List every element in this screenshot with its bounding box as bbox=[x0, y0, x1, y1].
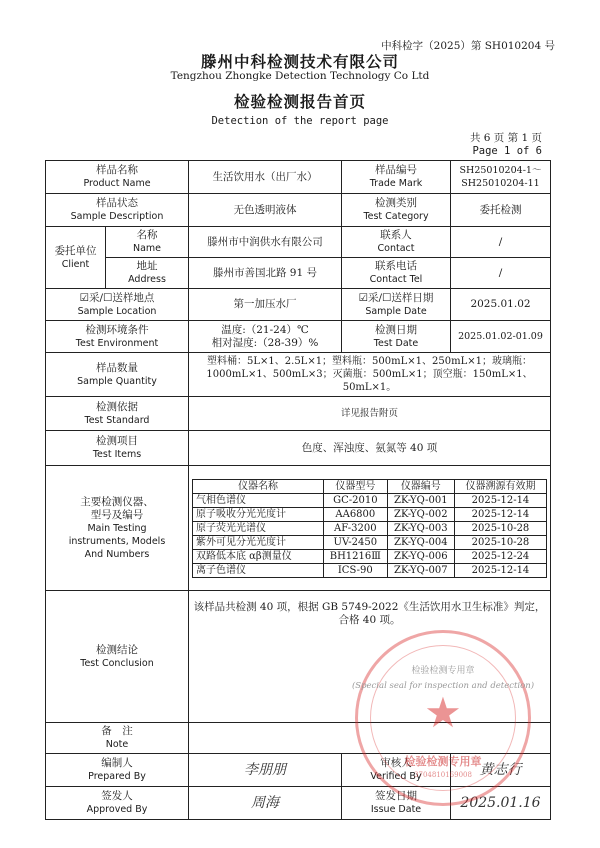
test-standard-label: 检测依据 Test Standard bbox=[46, 397, 189, 431]
seal-center-en: (Special seal for inspection and detection) bbox=[351, 681, 535, 691]
sample-qty-value: 塑料桶：5L×1、2.5L×1；塑料瓶：500mL×1、250mL×1；玻璃瓶：1000mL×1、500mL×3；灭菌瓶：500mL×1；顶空瓶：150mL×1、50mL×1。 bbox=[189, 353, 551, 397]
instrument-header-validity: 仪器溯源有效期 bbox=[454, 479, 546, 493]
contact-label: 联系人 Contact bbox=[342, 227, 451, 258]
instrument-header bbox=[193, 479, 547, 493]
verified-signature: 黄志行 bbox=[451, 754, 551, 787]
client-name-label: 名称 Name bbox=[106, 227, 189, 258]
approved-signature: 周海 bbox=[189, 787, 342, 820]
product-name-label: 样品名称 Product Name bbox=[46, 161, 189, 194]
test-category-value: 委托检测 bbox=[451, 194, 551, 227]
test-date-value: 2025.01.02-01.09 bbox=[451, 321, 551, 353]
test-category-label: 检测类别 Test Category bbox=[342, 194, 451, 227]
prepared-signature: 李朋朋 bbox=[189, 754, 342, 787]
row-product bbox=[46, 161, 551, 194]
seal-center-cn: 检验检测专用章 bbox=[411, 666, 475, 676]
company-name-cn: 滕州中科检测技术有限公司 bbox=[200, 52, 399, 71]
client-address-label: 地址 Address bbox=[106, 258, 189, 289]
client-address-value: 滕州市善国北路 91 号 bbox=[189, 258, 342, 289]
instruments-value bbox=[189, 466, 551, 591]
report-table bbox=[45, 160, 551, 820]
test-standard-value: 详见报告附页 bbox=[189, 397, 551, 431]
verified-label: 审核人 Verified By bbox=[342, 754, 451, 787]
row-conclusion bbox=[46, 591, 551, 723]
instrument-header-name: 仪器名称 bbox=[193, 479, 324, 493]
instrument-header-model: 仪器型号 bbox=[323, 479, 387, 493]
contact-tel-value: / bbox=[451, 258, 551, 289]
sample-location-label: ☑采/☐送样地点 Sample Location bbox=[46, 289, 189, 321]
prepared-label: 编制人 Prepared By bbox=[46, 754, 189, 787]
row-test-items bbox=[46, 431, 551, 466]
seal-code: 3704810169008 bbox=[414, 771, 472, 779]
row-test-standard bbox=[46, 397, 551, 431]
client-label: 委托单位 Client bbox=[46, 227, 106, 289]
approved-label: 签发人 Approved By bbox=[46, 787, 189, 820]
report-title-cn: 检验检测报告首页 bbox=[233, 92, 366, 111]
product-name-value: 生活饮用水（出厂水） bbox=[189, 161, 342, 194]
row-prepared bbox=[46, 754, 551, 787]
row-sample-desc bbox=[46, 194, 551, 227]
report-number: 中科检字（2025）第 SH010204 号 bbox=[381, 40, 555, 52]
test-env-value: 温度:（21-24）℃ 相对湿度:（28-39）% bbox=[189, 321, 342, 353]
page-count-cn: 共 6 页 第 1 页 bbox=[469, 132, 542, 144]
sample-date-value: 2025.01.02 bbox=[451, 289, 551, 321]
sample-qty-label: 样品数量 Sample Quantity bbox=[46, 353, 189, 397]
sample-no-label: 样品编号 Trade Mark bbox=[342, 161, 451, 194]
row-approved bbox=[46, 787, 551, 820]
instrument-header-number: 仪器编号 bbox=[387, 479, 454, 493]
instrument-row: 离子色谱仪 ICS-90 ZK-YQ-007 2025-12-14 bbox=[193, 563, 547, 577]
row-note bbox=[46, 723, 551, 754]
note-label: 备 注 Note bbox=[46, 723, 189, 754]
test-date-label: 检测日期 Test Date bbox=[342, 321, 451, 353]
row-instruments bbox=[46, 466, 551, 591]
conclusion-label: 检测结论 Test Conclusion bbox=[46, 591, 189, 723]
instrument-row: 原子吸收分光光度计 AA6800 ZK-YQ-002 2025-12-14 bbox=[193, 507, 547, 521]
report-title-en: Detection of the report page bbox=[211, 115, 389, 127]
page-count-en: Page 1 of 6 bbox=[472, 145, 542, 157]
seal-star-icon: ★ bbox=[424, 688, 462, 737]
row-client-name bbox=[46, 227, 551, 258]
test-items-value: 色度、浑浊度、氨氮等 40 项 bbox=[189, 431, 551, 466]
note-value bbox=[189, 723, 551, 754]
conclusion-value: 该样品共检测 40 项，根据 GB 5749-2022《生活饮用水卫生标准》判定，合格 40 项。 bbox=[189, 591, 551, 723]
issue-date-label: 签发日期 Issue Date bbox=[342, 787, 451, 820]
issue-date-value: 2025.01.16 bbox=[451, 787, 551, 820]
row-sample-location bbox=[46, 289, 551, 321]
contact-tel-label: 联系电话 Contact Tel bbox=[342, 258, 451, 289]
row-test-env bbox=[46, 321, 551, 353]
sample-desc-label: 样品状态 Sample Description bbox=[46, 194, 189, 227]
sample-no-value: SH25010204-1～ SH25010204-11 bbox=[451, 161, 551, 194]
instrument-row: 双路低本底 αβ测量仪 BH1216Ⅲ ZK-YQ-006 2025-12-24 bbox=[193, 549, 547, 563]
sample-location-value: 第一加压水厂 bbox=[189, 289, 342, 321]
instruments-label: 主要检测仪器、 型号及编号 Main Testing instruments, Models And Numbers bbox=[46, 466, 189, 591]
sample-date-label: ☑采/☐送样日期 Sample Date bbox=[342, 289, 451, 321]
client-name-value: 滕州市中润供水有限公司 bbox=[189, 227, 342, 258]
row-sample-qty bbox=[46, 353, 551, 397]
seal-bottom-text: 检验检测专用章 bbox=[404, 755, 482, 768]
test-env-label: 检测环境条件 Test Environment bbox=[46, 321, 189, 353]
instrument-row: 紫外可见分光光度计 UV-2450 ZK-YQ-004 2025-10-28 bbox=[193, 535, 547, 549]
instrument-row: 原子荧光光谱仪 AF-3200 ZK-YQ-003 2025-10-28 bbox=[193, 521, 547, 535]
contact-value: / bbox=[451, 227, 551, 258]
company-name-en: Tengzhou Zhongke Detection Technology Co Ltd bbox=[170, 70, 430, 82]
instrument-row: 气相色谱仪 GC-2010 ZK-YQ-001 2025-12-14 bbox=[193, 493, 547, 507]
row-client-address bbox=[46, 258, 551, 289]
test-items-label: 检测项目 Test Items bbox=[46, 431, 189, 466]
sample-desc-value: 无色透明液体 bbox=[189, 194, 342, 227]
instrument-list bbox=[192, 479, 547, 578]
